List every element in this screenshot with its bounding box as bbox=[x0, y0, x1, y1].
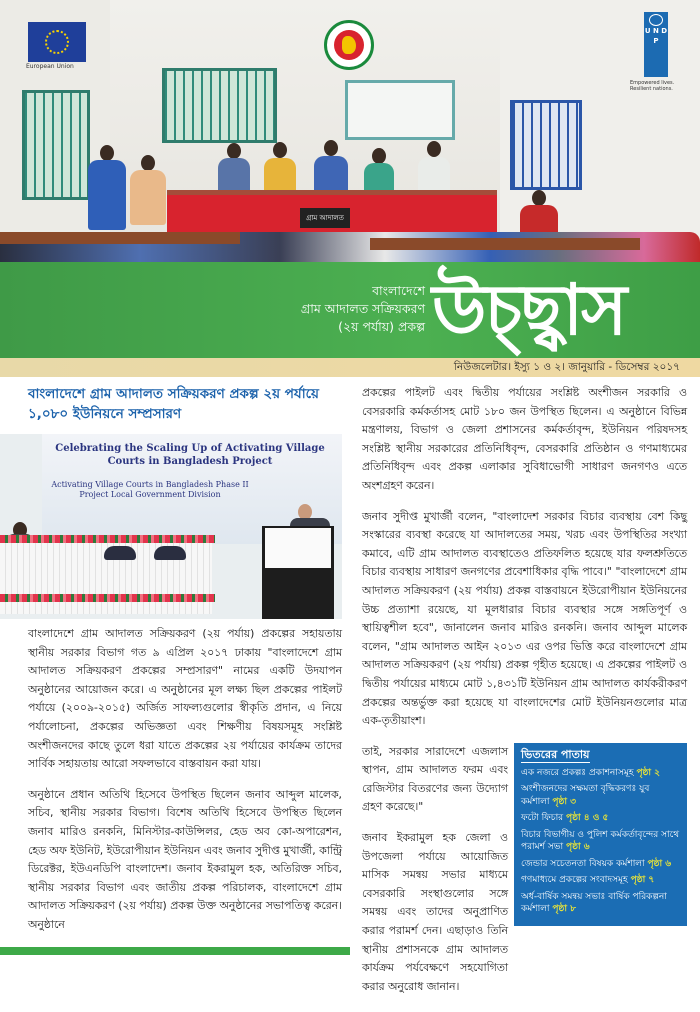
article-paragraph: বাংলাদেশে গ্রাম আদালত সক্রিয়করণ (২য় পর্যায়) প্রকল্পের সহায়তায় স্থানীয় সরকার বিভাগ গত ৯ এপ্রিল ২০১৭ ঢাকায় "বাংলাদেশে গ্রাম আদালত সক্রিয়করণ প্রকল্পের সম্প্রসারণ" নামের একটি উদযাপন অনুষ্ঠানের আয়োজন করে। এ অনুষ্ঠানের মূল লক্ষ্য ছিল প্রকল্পের পাইলট পর্যায়ে (২০০৯-২০১৫) অর্জিত সাফল্যগুলোর স্বীকৃতি প্রদান, এ নিয়ে পর্যালোচনা, প্রকল্পের অভিজ্ঞতা এবং শিক্ষণীয় বিষয়সমূহ সংশ্লিষ্ট অংশীজনদের কাছে তুলে ধরা যাতে প্রকল্পের ২য় পর্যায়ের কার্যক্রম তাদের সার্বিক সহায়তায় আরো সফলভাবে বাস্তবায়ন করা যায়। bbox=[28, 627, 342, 771]
left-column bbox=[28, 384, 342, 955]
toc-item[interactable]: অর্ধ-বার্ষিক সমন্বয় সভাঃ বার্ষিক পরিকল্পনা কর্মশালা পৃষ্ঠা ৮ bbox=[521, 891, 667, 915]
toc-item[interactable]: গণমাধ্যমে প্রকল্পের সংবাদসমূহ পৃষ্ঠা ৭ bbox=[521, 875, 655, 886]
table-sign: গ্রাম আদালত bbox=[300, 208, 350, 228]
footer-bar bbox=[0, 947, 350, 955]
eu-logo bbox=[28, 22, 86, 62]
masthead-subtitle: বাংলাদেশে গ্রাম আদালত সক্রিয়করণ (২য় পর্যায়) প্রকল্প bbox=[300, 283, 425, 334]
bangladesh-government-seal bbox=[324, 20, 374, 70]
toc-item[interactable]: বিচার বিভাগীয় ও পুলিশ কর্মকর্তাবৃন্দের সাথে পরামর্শ সভা পৃষ্ঠা ৬ bbox=[521, 829, 680, 853]
toc-item[interactable]: জেন্ডার সচেতনতা বিষয়ক কর্মশালা পৃষ্ঠা ৬ bbox=[521, 858, 672, 869]
inside-pages-title: ভিতরের পাতায় bbox=[521, 747, 590, 761]
issue-info: নিউজলেটার। ইস্যু ১ ও ২। জানুয়ারি - ডিসেম্বর ২০১৭ bbox=[453, 361, 680, 373]
article-headline: বাংলাদেশে গ্রাম আদালত সক্রিয়করণ প্রকল্প ২য় পর্যায়ে ১,০৮০ ইউনিয়নে সম্প্রসারণ bbox=[28, 386, 319, 422]
newsletter-title: উচ্ছ্বাস bbox=[432, 269, 626, 351]
article-paragraph: প্রকল্পের পাইলট এবং দ্বিতীয় পর্যায়ের সংশ্লিষ্ট অংশীজন সরকারি ও বেসরকারি কর্মকর্তাসহ মোট ১৮০ জন উপস্থিত ছিলেন। এ অনুষ্ঠানে বিভিন্ন মন্ত্রণালয়, বিভাগ ও জেলা প্রশাসনের কর্মকর্তাবৃন্দ, ইউনিয়ন পরিষদসহ সংশ্লিষ্ট স্থানীয় সরকারের প্রতিনিধিবৃন্দ, বেসরকারি প্রতিষ্ঠান ও গণমাধ্যমের প্রতিনিধিবৃন্দ এবং প্রকল্প এলাকার সুবিধাভোগী সাধারণ জনগণও এতে অংশগ্রহণ করেন। bbox=[362, 386, 687, 492]
article-paragraph: জনাব ইকরামুল হক জেলা ও উপজেলা পর্যায়ে আয়োজিত মাসিক সমন্বয় সভার মাধ্যমে বেসরকারি সংস্থাগুলোর সঙ্গে সমন্বয় এবং তাদের অনুপ্রাণিত করার পরামর্শ দেন। এছাড়াও তিনি স্থানীয় প্রশাসনকে গ্রাম আদালত কার্যক্রম পর্যবেক্ষণে সহযোগিতা করার অনুরোধ জানান। bbox=[362, 831, 508, 993]
event-banner-subtitle: Activating Village Courts in Bangladesh Phase II Project Local Government Division bbox=[51, 480, 249, 499]
article-paragraph: তাই, সরকার সারাদেশে এজলাস স্থাপন, গ্রাম আদালত ফরম এবং রেজিস্টার বিতরণের জন্য উদ্যোগ গ্রহণ করেছে।" bbox=[362, 744, 508, 814]
event-banner-title: Celebrating the Scaling Up of Activating Village Courts in Bangladesh Project bbox=[55, 443, 325, 467]
inside-pages-box bbox=[514, 743, 687, 926]
toc-item[interactable]: ফটো ফিচার পৃষ্ঠা ৪ ও ৫ bbox=[521, 813, 609, 824]
toc-item[interactable]: অংশীজনদের সক্ষমতা বৃদ্ধিকরণঃ যুব কর্মশালা পৃষ্ঠা ৩ bbox=[521, 784, 650, 807]
eu-caption: European Union bbox=[26, 63, 74, 70]
right-column bbox=[362, 384, 687, 1008]
article-paragraph: জনাব সুদীপ্ত মুখার্জী বলেন, "বাংলাদেশ সরকার বিচার ব্যবস্থায় বেশ কিছু সংস্কারের ব্যবস্থা করেছে যা আদালতের সময়, খরচ এবং উপস্থিতির সংখ্যা কমাবে, এটি গ্রাম আদালত ব্যবস্থাতেও প্রতিফলিত হয়েছে যার ফলশ্রুতিতে বিচার ব্যবস্থায় সাধারণ জনগণের প্রবেশাধিকার বৃদ্ধি পাবে।" "বাংলাদেশে গ্রাম আদালত সক্রিয়করণ (২য় পর্যায়) প্রকল্প বাস্তবায়নে ইউরোপীয়ান ইউনিয়নের উচ্চ প্রত্যাশা রয়েছে, যা মূলধারার বিচার ব্যবস্থার সঙ্গে সঙ্গতিপূর্ণ ও স্থায়িত্বশীল হবে", জানালেন জনাব মারিও রনকনি। জনাব আব্দুল মালেক বলেন, "গ্রাম আদালত আইন ২০১৩ এর ওপর ভিত্তি করে বাংলাদেশে গ্রাম আদালত সক্রিয়করণ (২য় পর্যায়) প্রকল্প গৃহীত হয়েছে। এ প্রকল্পের পাইলট ও দ্বিতীয় পর্যায়ের মাধ্যমে মোট ১,৪৩১টি ইউনিয়ন গ্রাম আদালত কার্যকরীকরণ প্রকল্পের অন্তর্ভুক্ত করা হয়েছে যা বাংলাদেশের মোট ইউনিয়নগুলোর মাত্র এক-তৃতীয়াংশ। bbox=[362, 509, 687, 728]
undp-logo: U N D P bbox=[644, 12, 668, 77]
event-photo bbox=[0, 434, 342, 619]
undp-caption: Empowered lives. Resilient nations. bbox=[630, 80, 675, 92]
toc-item[interactable]: এক নজরে প্রকল্পঃ প্রকাশনাসমূহ পৃষ্ঠা ২ bbox=[521, 767, 661, 778]
article-paragraph: অনুষ্ঠানে প্রধান অতিথি হিসেবে উপস্থিত ছিলেন জনাব আব্দুল মালেক, সচিব, স্থানীয় সরকার বিভাগ। বিশেষ অতিথি হিসেবে উপস্থিত ছিলেন জনাব মারিও রনকনি, মিনিস্টার-কাউন্সিলর, হেড অব কো-অপারেশন, হেড অফ ইউনিট, ইউরোপীয়ান ইউনিয়ন এবং জনাব সুদীপ্ত মুখার্জী, কান্ট্রি ডিরেক্টর, ইউএনডিপি বাংলাদেশ। জনাব ইকরামুল হক, অতিরিক্ত সচিব, স্থানীয় সরকার বিভাগ এবং জাতীয় প্রকল্প পরিচালক, বাংলাদেশে গ্রাম আদালত সক্রিয়করণ (২য় পর্যায়) প্রকল্প উক্ত অনুষ্ঠানের সভাপতিত্ব করেন। অনুষ্ঠানে bbox=[28, 787, 342, 931]
